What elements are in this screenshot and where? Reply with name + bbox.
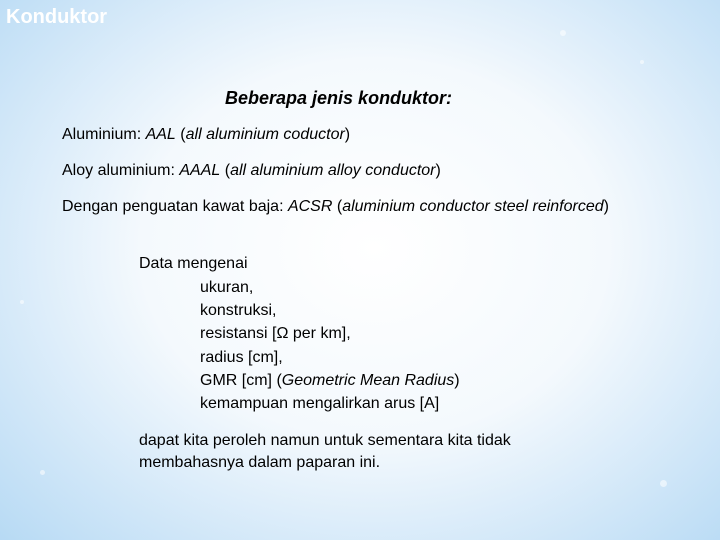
data-list [200, 276, 460, 415]
gmr-expansion: Geometric Mean Radius [281, 371, 455, 389]
background-sparkle [560, 30, 566, 36]
data-list-item: resistansi [Ω per km], [200, 325, 351, 343]
conductor-open-paren: ( [220, 162, 231, 179]
data-list-item: kemampuan mengalirkan arus [A] [200, 394, 440, 412]
conductor-line-aal [62, 126, 350, 144]
gmr-close-paren: ) [454, 371, 460, 389]
conductor-abbr: ACSR [287, 198, 333, 215]
conductor-close-paren: ) [603, 198, 609, 215]
data-intro: Data mengenai [139, 255, 248, 272]
conductor-description: aluminium conductor steel reinforced [342, 198, 604, 215]
closing-paragraph: dapat kita peroleh namun untuk sementara kita tidak membahasnya dalam paparan ini. [139, 432, 511, 471]
conductor-line-aaal [62, 162, 441, 180]
slide-title: Konduktor [6, 6, 108, 28]
conductor-close-paren: ) [435, 162, 441, 179]
data-list-item-gmr [200, 369, 460, 392]
conductor-description: all aluminium alloy conductor [230, 162, 436, 179]
conductor-label: Aluminium: [62, 126, 146, 143]
data-list-item: ukuran, [200, 279, 254, 296]
conductor-label: Aloy aluminium: [62, 162, 180, 179]
conductor-abbr: AAAL [179, 162, 221, 179]
background-sparkle [660, 480, 667, 487]
conductor-abbr: AAL [145, 126, 176, 143]
conductor-open-paren: ( [332, 198, 343, 215]
conductor-description: all aluminium coductor [185, 126, 345, 143]
gmr-label: GMR [cm] ( [200, 371, 282, 389]
background-sparkle [640, 60, 644, 64]
background-sparkle [20, 300, 24, 304]
conductor-close-paren: ) [344, 126, 351, 143]
data-list-item: radius [cm], [200, 348, 283, 366]
conductor-open-paren: ( [175, 126, 186, 143]
conductor-label: Dengan penguatan kawat baja: [62, 198, 288, 215]
conductor-line-acsr [62, 198, 609, 216]
data-list-item: konstruksi, [200, 302, 277, 320]
background-sparkle [40, 470, 45, 475]
slide-subtitle: Beberapa jenis konduktor: [225, 88, 453, 108]
